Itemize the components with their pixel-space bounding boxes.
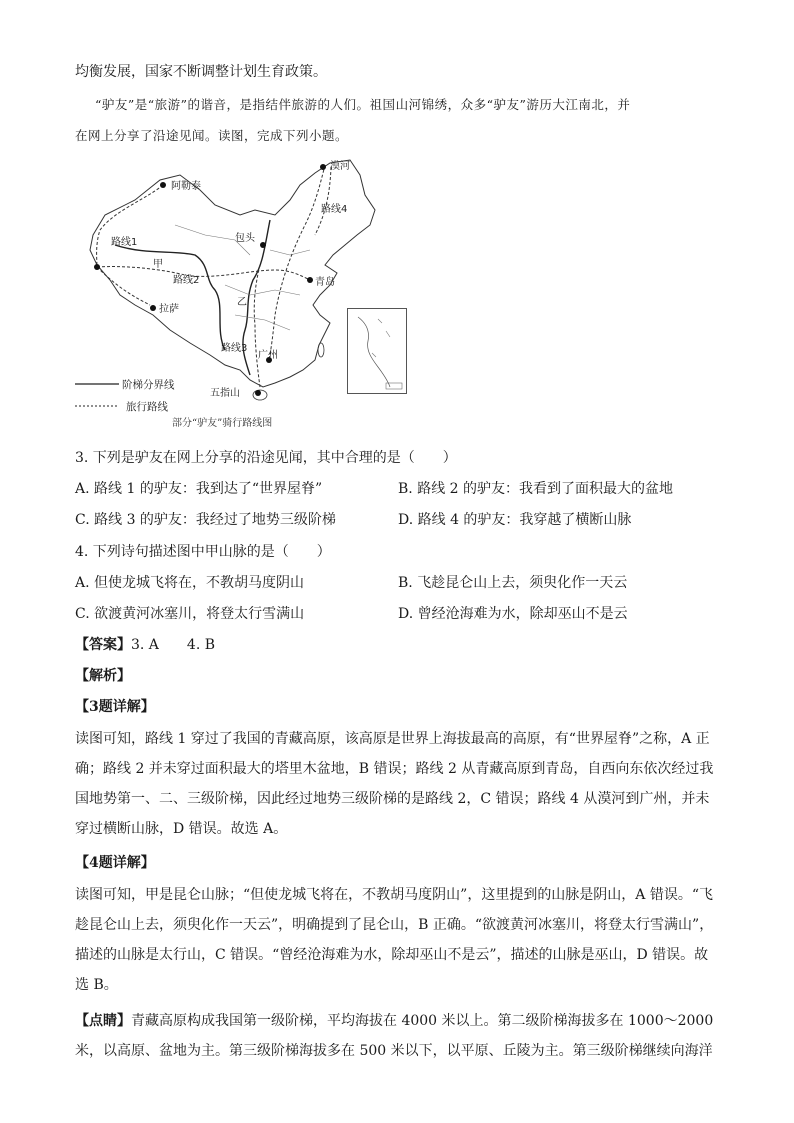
intro-line-1: 均衡发展，国家不断调整计划生育政策。: [75, 64, 327, 80]
answer-text: 3. A 4. B: [131, 637, 216, 653]
intro-line-3: 在网上分享了沿途见闻。读图，完成下列小题。: [75, 128, 349, 143]
city-dot-mohe: [320, 164, 326, 170]
city-dot-qingdao: [307, 277, 313, 283]
label-route4: 路线4: [321, 204, 348, 215]
intro-line-2: “驴友”是“旅游”的谐音，是指结伴旅游的人们。祖国山河锦绣，众多“驴友”游历大江南北，并: [95, 97, 631, 112]
tip-tag: 【点睛】: [75, 1013, 131, 1029]
q4-option-b: B. 飞趁昆仑山上去，须臾化作一天云: [398, 575, 628, 591]
city-dot-west: [94, 264, 100, 270]
label-route2: 路线2: [173, 275, 200, 286]
q4-option-d: D. 曾经沧海难为水，除却巫山不是云: [398, 606, 628, 622]
q4-option-a: A. 但使龙城飞将在，不教胡马度阴山: [75, 575, 305, 591]
map-caption: 部分“驴友”骑行路线图: [172, 418, 273, 429]
detail3-text: 读图可知，路线 1 穿过了我国的青藏高原，该高原是世界上海拔最高的高原，有“世界屋脊”之称，A 正确；路线 2 并未穿过面积最大的塔里木盆地，B 错误；路线 2 从青藏高原到青岛，自西向东依次经过我国地势第一、二、三级阶梯，因此经过地势三级阶梯的是路线 2，C 错误；路线 4 从漠河到广州，并未穿过横断山脉，D 错误。故选 A。: [75, 731, 714, 837]
q3-stem: 3. 下列是驴友在网上分享的沿途见闻，其中合理的是（ ）: [75, 450, 457, 466]
city-dot-aletai: [160, 182, 166, 188]
city-dot-wuzhishan: [255, 390, 261, 396]
label-guangzhou: 广州: [258, 350, 278, 361]
route-4-line: [269, 165, 325, 360]
label-lasa: 拉萨: [159, 304, 179, 315]
city-dot-lasa: [150, 305, 156, 311]
answer-tag: 【答案】: [75, 637, 131, 653]
q4-stem: 4. 下列诗句描述图中甲山脉的是（ ）: [75, 544, 331, 560]
label-baotou: 包头: [235, 233, 255, 244]
q3-option-c: C. 路线 3 的驴友：我经过了地势三级阶梯: [75, 512, 336, 528]
q3-option-d: D. 路线 4 的驴友：我穿越了横断山脉: [398, 512, 632, 528]
label-route3: 路线3: [221, 343, 248, 354]
route-1-line: [97, 185, 163, 267]
legend-route: 旅行路线: [126, 401, 168, 413]
route-3-line: [254, 265, 260, 387]
detail3-tag: 【3题详解】: [75, 699, 155, 715]
analysis-tag: 【解析】: [75, 668, 131, 684]
label-mohe: 漠河: [330, 161, 350, 172]
label-route1: 路线1: [111, 237, 138, 248]
q4-option-c: C. 欲渡黄河冰塞川，将登太行雪满山: [75, 606, 305, 622]
label-aletai: 阿勒泰: [171, 181, 201, 192]
label-wuzhishan: 五指山: [210, 388, 240, 399]
taiwan-island: [318, 343, 324, 357]
detail4-text: 读图可知，甲是昆仑山脉；“但使龙城飞将在，不教胡马度阴山”，这里提到的山脉是阴山，A 错误。“飞趁昆仑山上去，须臾化作一天云”，明确提到了昆仑山，B 正确。“欲渡黄河冰塞川，将登太行雪满山”，描述的山脉是太行山，C 错误。“曾经沧海难为水，除却巫山不是云”，描述的山脉是巫山，D 错误。故选 B。: [75, 887, 714, 993]
city-dot-baotou: [260, 242, 266, 248]
legend-boundary: 阶梯分界线: [122, 379, 175, 391]
tip-text: 青藏高原构成我国第一级阶梯，平均海拔在 4000 米以上。第二级阶梯海拔多在 1000～2000 米，以高原、盆地为主。第三级阶梯海拔多在 500 米以下，以平原、丘陵为主。第三级阶梯继续向海洋: [75, 1013, 714, 1059]
step-boundary-1: [115, 245, 225, 350]
q3-option-a: A. 路线 1 的驴友：我到达了“世界屋脊”: [75, 481, 323, 497]
south-china-sea-inset: [347, 308, 407, 394]
route-2-line: [97, 267, 310, 280]
tip-para: [75, 1006, 715, 1066]
label-jia: 甲: [153, 259, 163, 270]
answer-line: [75, 635, 215, 655]
q3-option-b: B. 路线 2 的驴友：我看到了面积最大的盆地: [398, 481, 673, 497]
label-yi: 乙: [237, 297, 247, 308]
detail4-tag: 【4题详解】: [75, 855, 155, 871]
label-qingdao: 青岛: [315, 277, 335, 288]
